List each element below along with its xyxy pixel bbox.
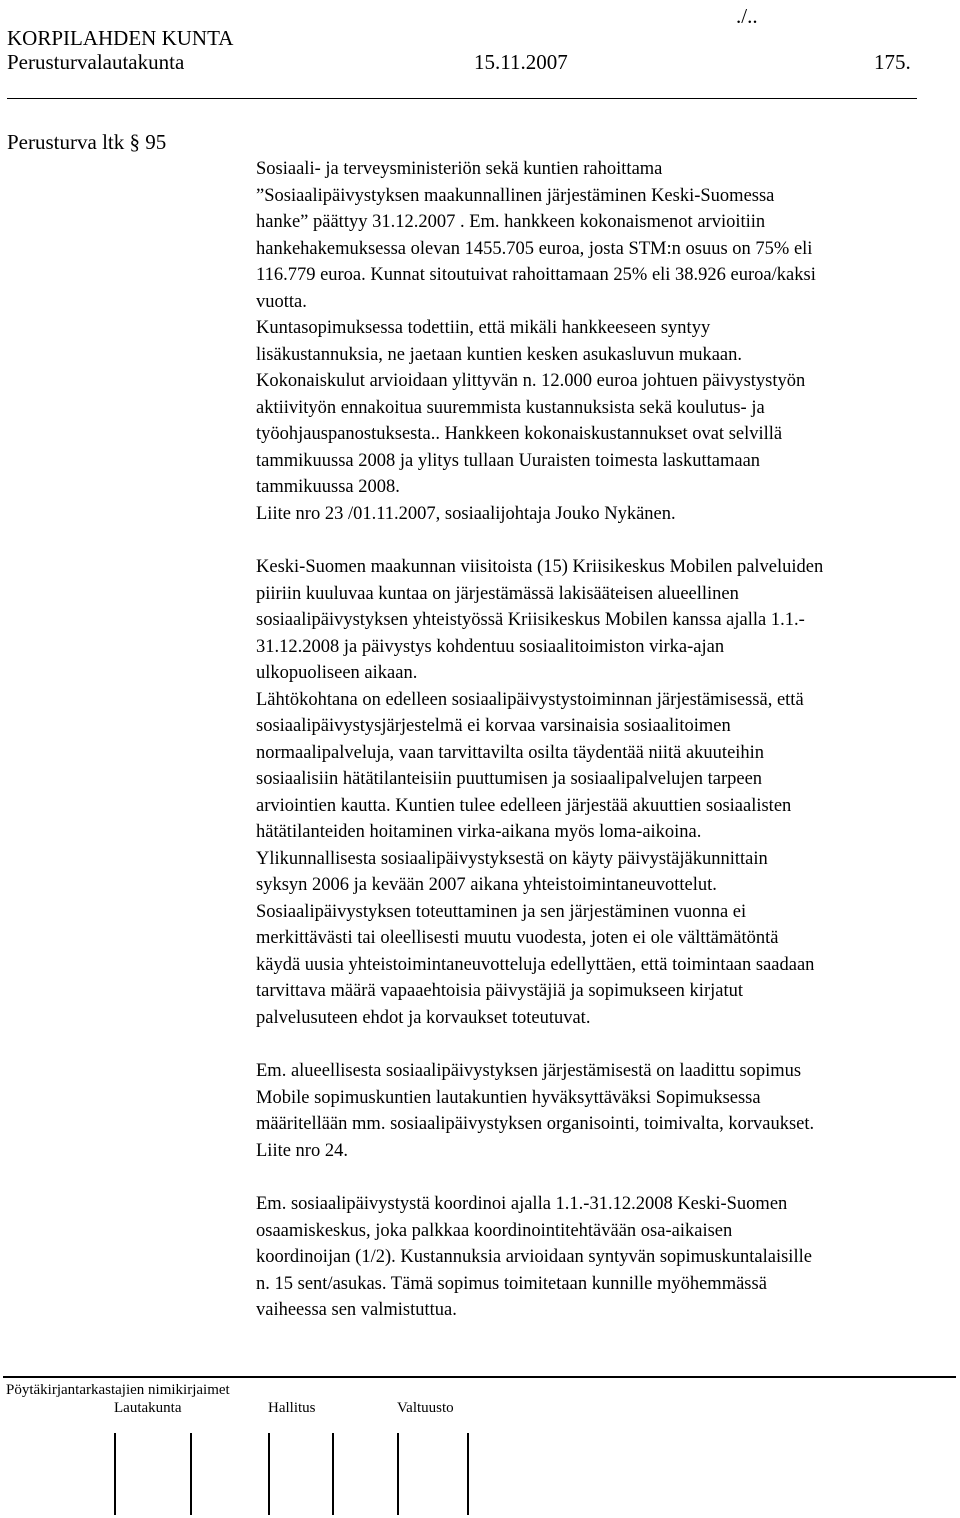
signature-line [190,1433,192,1515]
text-line: ulkopuoliseen aikaan. [256,663,418,683]
text-line: arviointien kautta. Kuntien tulee edelleen järjestää akuuttien sosiaalisten [256,795,792,816]
footer-column-hallitus: Hallitus [268,1400,316,1416]
text-line: sosiaalipäivystyksen yhteistyössä Kriisikeskus Mobilen kanssa ajalla 1.1.- [256,610,805,630]
text-line: työohjauspanostuksesta.. Hankkeen kokonaiskustannukset ovat selvillä [256,424,783,444]
text-line: Keski-Suomen maakunnan viisitoista (15) Kriisikeskus Mobilen palveluiden [256,557,824,577]
text-line: piiriin kuuluvaa kuntaa on järjestämässä lakisääteisen alueellinen [256,583,739,604]
signature-line [397,1433,399,1515]
text-line: Liite nro 24. [256,1140,348,1161]
text-line: Mobile sopimuskuntien lautakuntien hyväksyttäväksi Sopimuksessa [256,1087,761,1108]
signature-line [268,1433,270,1515]
text-line: aktiivityön ennakoitua suuremmista kustannuksista sekä koulutus- ja [256,397,765,418]
meeting-date: 15.11.2007 [474,50,568,74]
footer-column-valtuusto: Valtuusto [397,1400,454,1416]
text-line: hanke” päättyy 31.12.2007 . Em. hankkeen kokonaismenot arvioitiin [256,212,766,232]
paragraph-project-costs [256,156,816,527]
text-line: 116.779 euroa. Kunnat sitoutuivat rahoittamaan 25% eli 38.926 euroa/kaksi [256,265,816,285]
text-line: käydä uusia yhteistoimintaneuvotteluja edellyttäen, että toimintaan saadaan [256,954,815,975]
footer-column-lautakunta: Lautakunta [114,1400,182,1416]
text-line: ”Sosiaalipäivystyksen maakunnallinen järjestäminen Keski-Suomessa [256,185,775,206]
text-line: Sosiaalipäivystyksen toteuttaminen ja sen järjestäminen vuonna ei [256,901,747,922]
signature-line [114,1433,116,1515]
text-line: koordinoijan (1/2). Kustannuksia arvioidaan syntyvän sopimuskuntalaisille [256,1247,812,1267]
text-line: vuotta. [256,291,307,312]
signature-line [467,1433,469,1515]
text-line: Sosiaali- ja terveysministeriön sekä kuntien rahoittama [256,159,663,179]
text-line: Ylikunnallisesta sosiaalipäivystyksestä on käyty päivystäjäkunnittain [256,848,768,869]
text-line: tammikuussa 2008 ja ylitys tullaan Uuraisten toimesta laskuttamaan [256,450,761,471]
text-line: osaamiskeskus, joka palkkaa koordinointitehtävään osa-aikaisen [256,1220,733,1241]
text-line: Em. sosiaalipäivystystä koordinoi ajalla 1.1.-31.12.2008 Keski-Suomen [256,1194,788,1214]
text-line: 31.12.2008 ja päivystys kohdentuu sosiaalitoimiston virka-ajan [256,636,725,657]
text-line: palvelusuteen ehdot ja korvaukset toteutuvat. [256,1007,591,1028]
footer-title: Pöytäkirjantarkastajien nimikirjaimet [6,1382,230,1398]
header-divider [7,98,917,99]
paragraph-crisis-center [256,554,823,1031]
signature-line [332,1433,334,1515]
footer-divider-top [3,1376,956,1378]
section-label: Perusturva ltk § 95 [7,130,167,154]
text-line: hätätilanteiden hoitaminen virka-aikana myös loma-aikoina. [256,822,702,842]
text-line: Lähtökohtana on edelleen sosiaalipäivystystoiminnan järjestämisessä, että [256,689,804,710]
text-line: n. 15 sent/asukas. Tämä sopimus toimitetaan kunnille myöhemmässä [256,1273,767,1294]
text-line: määritellään mm. sosiaalipäivystyksen organisointi, toimivalta, korvaukset. [256,1114,815,1134]
municipality-name: KORPILAHDEN KUNTA [7,26,234,50]
text-line: vaiheessa sen valmistuttua. [256,1300,457,1320]
text-line: Liite nro 23 /01.11.2007, sosiaalijohtaja Jouko Nykänen. [256,503,676,524]
text-line: tarvittava määrä vapaaehtoisia päivystäjiä ja sopimukseen kirjatut [256,981,743,1001]
paragraph-coordination [256,1191,812,1324]
text-line: normaalipalveluja, vaan tarvittavilta osilta täydentää niitä akuuteihin [256,742,765,763]
text-line: lisäkustannuksia, ne jaetaan kuntien kesken asukasluvun mukaan. [256,344,743,365]
text-line: hankehakemuksessa olevan 1455.705 euroa, josta STM:n osuus on 75% eli [256,238,813,259]
text-line: sosiaalisiin hätätilanteisiin puuttumisen ja sosiaalipalvelujen tarpeen [256,769,763,789]
text-line: sosiaalipäivystysjärjestelmä ei korvaa varsinaisia sosiaalitoimen [256,716,731,736]
board-name: Perusturvalautakunta [7,50,185,74]
text-line: Em. alueellisesta sosiaalipäivystyksen järjestämisestä on laadittu sopimus [256,1061,802,1081]
text-line: tammikuussa 2008. [256,477,400,497]
text-line: merkittävästi tai oleellisesti muutu vuodesta, joten ei ole välttämätöntä [256,928,779,948]
page-number: 175. [874,50,911,74]
text-line: Kuntasopimuksessa todettiin, että mikäli hankkeeseen syntyy [256,318,711,338]
continuation-mark: ./.. [736,4,758,28]
text-line: Kokonaiskulut arvioidaan ylittyvän n. 12.000 euroa johtuen päivystystyön [256,371,806,391]
paragraph-agreement [256,1058,814,1164]
text-line: syksyn 2006 ja kevään 2007 aikana yhteistoimintaneuvottelut. [256,875,717,895]
